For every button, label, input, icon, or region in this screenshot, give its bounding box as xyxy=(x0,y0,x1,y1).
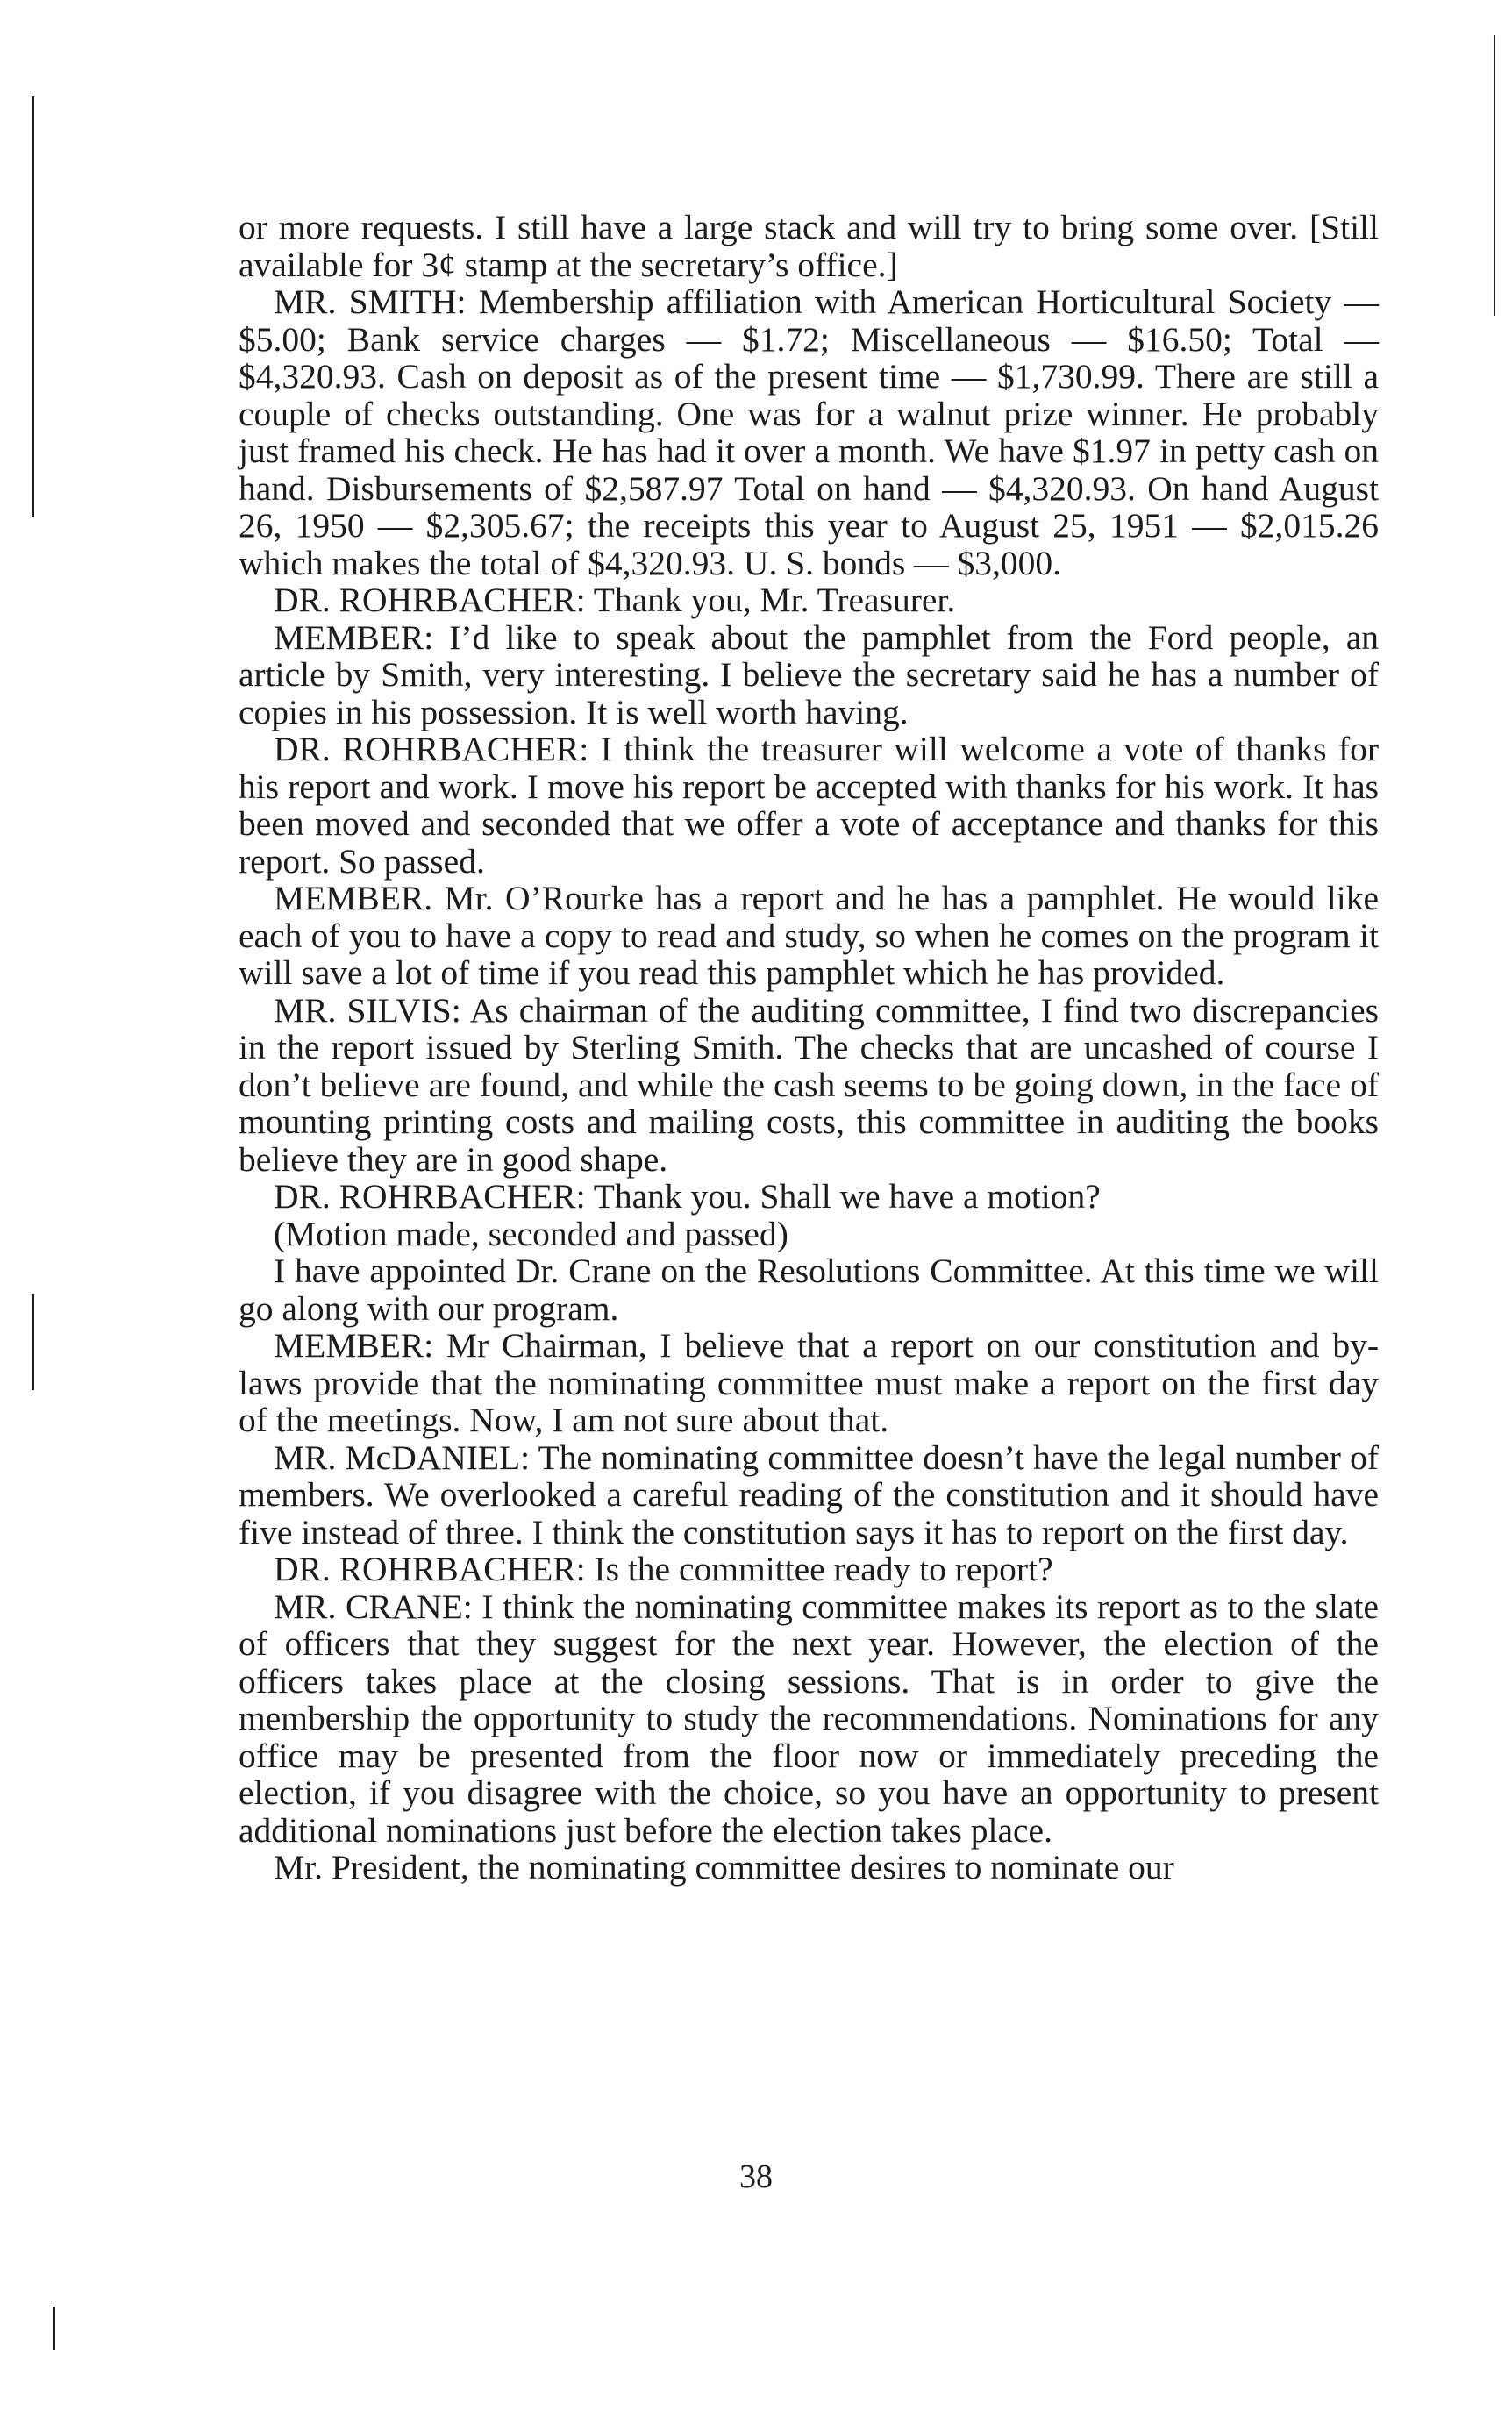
document-body xyxy=(239,209,1379,1887)
paragraph: MEMBER. Mr. O’Rourke has a report and he has a pamphlet. He would like each of you to have a copy to read and study, so when he comes on the program it will save a lot of time if you read this pamphlet which he has provided. xyxy=(239,879,1379,992)
scan-edge-mark xyxy=(32,1294,34,1390)
paragraph: or more requests. I still have a large stack and will try to bring some over. [Still available for 3¢ stamp at the secretary’s office.] xyxy=(239,208,1379,284)
paragraph: MR. McDANIEL: The nominating committee doesn’t have the legal number of members. We overlooked a careful reading of the constitution and it should have five instead of three. I think the constitution says it has to report on the first day. xyxy=(239,1437,1379,1551)
page-number: 38 xyxy=(739,2158,773,2195)
paragraph: I have appointed Dr. Crane on the Resolutions Committee. At this time we will go along with our program. xyxy=(239,1252,1379,1328)
paragraph: DR. ROHRBACHER: Is the committee ready to report? xyxy=(274,1550,1053,1588)
scan-edge-mark xyxy=(32,96,34,517)
paragraph: MEMBER: I’d like to speak about the pamphlet from the Ford people, an article by Smith, very interesting. I believe the secretary said he has a number of copies in his possession. It is well worth having. xyxy=(239,617,1379,731)
paragraph: DR. ROHRBACHER: Thank you, Mr. Treasurer. xyxy=(274,581,956,619)
scan-edge-mark xyxy=(1494,35,1495,316)
paragraph: DR. ROHRBACHER: Thank you. Shall we have a motion? xyxy=(274,1177,1101,1216)
paragraph: MR. SILVIS: As chairman of the auditing committee, I find two discrepancies in the report issued by Sterling Smith. The checks that are uncashed of course I don’t believe are found, and while the cash seems to be going down, in the face of mounting printing costs and mailing costs, this committee in auditing the books believe they are in good shape. xyxy=(239,990,1379,1179)
paragraph: (Motion made, seconded and passed) xyxy=(274,1214,788,1253)
scan-edge-mark xyxy=(53,2307,55,2350)
paragraph: MEMBER: Mr Chairman, I believe that a report on our constitution and by-laws provide that the nominating committee must make a report on the first day of the meetings. Now, I am not sure about that. xyxy=(239,1326,1379,1439)
paragraph: DR. ROHRBACHER: I think the treasurer will welcome a vote of thanks for his report and work. I move his report be accepted with thanks for his work. It has been moved and seconded that we offer a vote of acceptance and thanks for this report. So passed. xyxy=(239,730,1379,881)
paragraph: MR. SMITH: Membership affiliation with American Horticultural Society — $5.00; Bank service charges — $1.72; Miscellaneous — $16.50; Total — $4,320.93. Cash on deposit as of the present time — $1,730.99. There are still a couple of checks outstanding. One was for a walnut prize winner. He probably just framed his check. He has had it over a month. We have $1.97 in petty cash on hand. Disbursements of $2,587.97 Total on hand — $4,320.93. On hand August 26, 1950 — $2,305.67; the receipts this year to August 25, 1951 — $2,015.26 which makes the total of $4,320.93. U. S. bonds — $3,000. xyxy=(239,282,1379,582)
paragraph: MR. CRANE: I think the nominating committee makes its report as to the slate of officers that they suggest for the next year. However, the election of the officers takes place at the closing sessions. That is in order to give the membership the opportunity to study the recommendations. Nominations for any office may be presented from the floor now or immediately preceding the election, if you disagree with the choice, so you have an opportunity to present additional nominations just before the election takes place. xyxy=(239,1587,1379,1850)
paragraph: Mr. President, the nominating committee desires to nominate our xyxy=(274,1848,1174,1887)
